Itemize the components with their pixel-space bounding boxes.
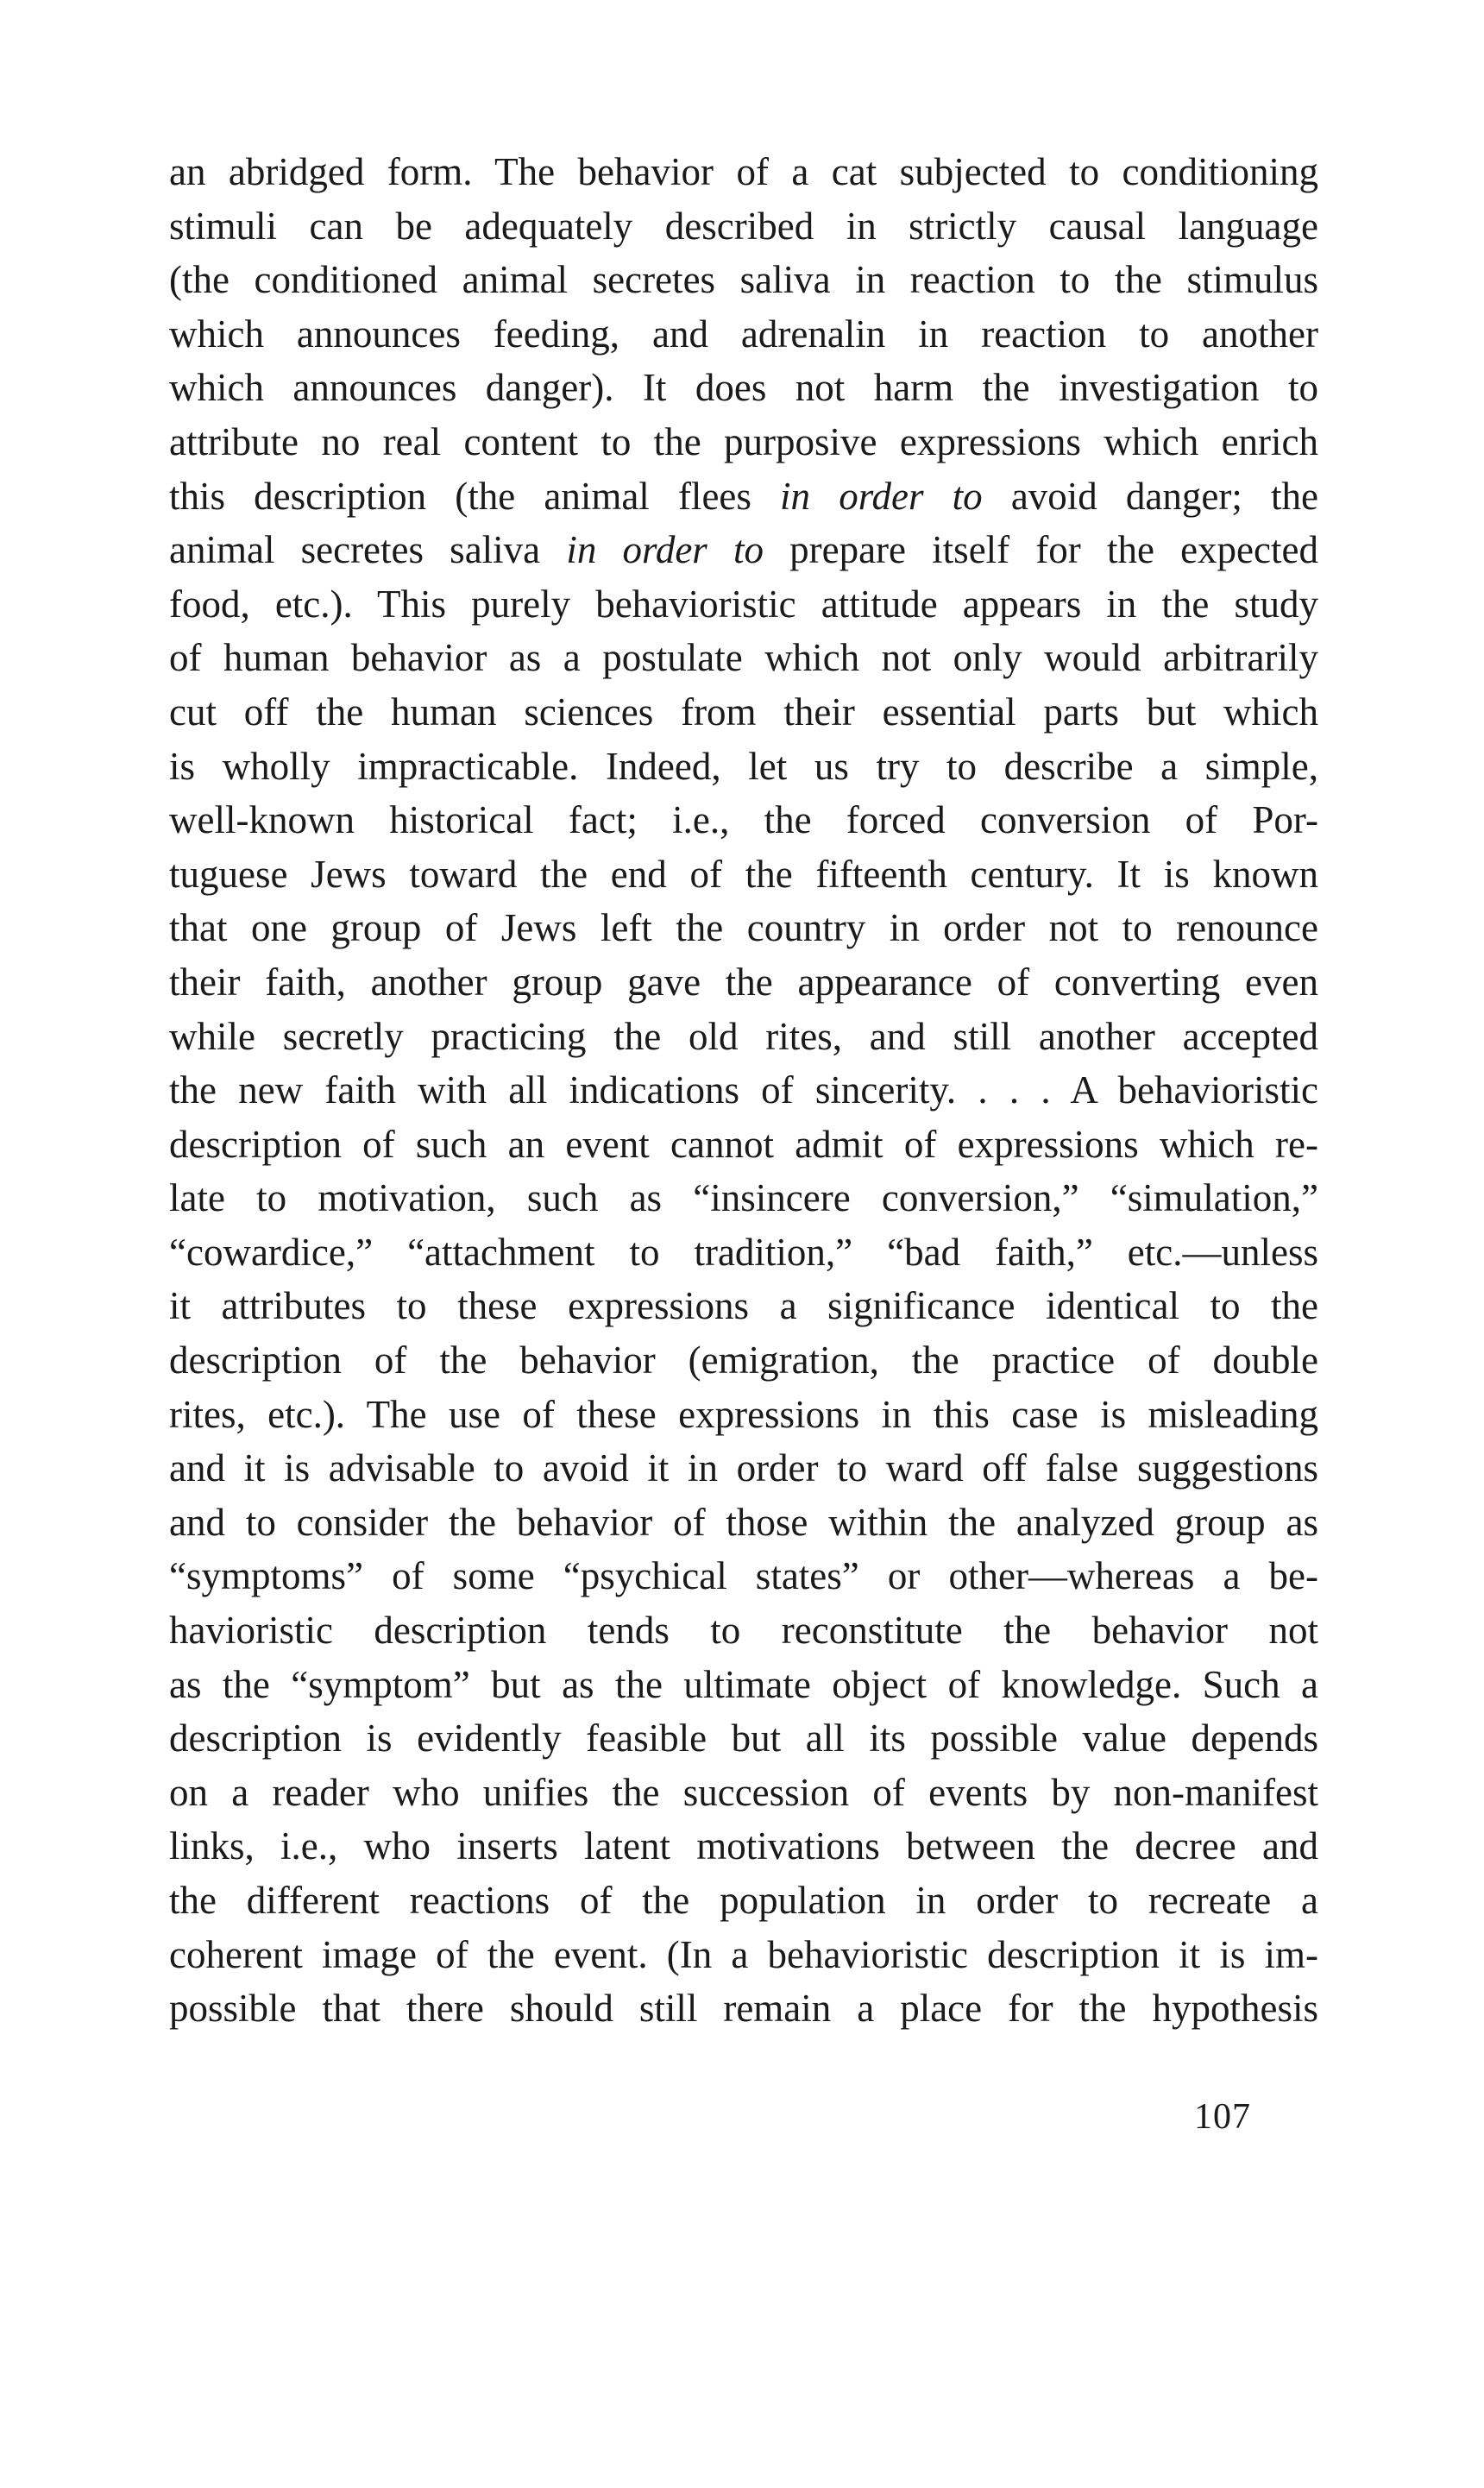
italic-text: in order to (566, 528, 764, 572)
text-line (169, 1928, 1318, 1982)
text-line (169, 1333, 1318, 1388)
text-run: (the conditioned animal secretes saliva in reaction to the stimulus (169, 258, 1318, 302)
text-run: “symptoms” of some “psychical states” or other—whereas a be- (169, 1554, 1318, 1598)
text-line (169, 307, 1318, 362)
text-run: description is evidently feasible but all its possible value depends (169, 1716, 1318, 1760)
text-line (169, 145, 1318, 199)
text-line (169, 1658, 1318, 1712)
text-line (169, 685, 1318, 740)
text-line (169, 1010, 1318, 1064)
text-run: which announces danger). It does not harm the investigation to (169, 366, 1318, 410)
text-run: tuguese Jews toward the end of the fifteenth century. It is known (169, 852, 1318, 896)
text-run: possible that there should still remain a place for the hypothesis (169, 1987, 1318, 2031)
text-run: rites, etc.). The use of these expressions in this case is misleading (169, 1392, 1318, 1436)
text-run: coherent image of the event. (In a behavioristic description it is im- (169, 1932, 1318, 1976)
text-line (169, 1171, 1318, 1225)
text-run: it attributes to these expressions a significance identical to the (169, 1284, 1318, 1328)
text-line (169, 1766, 1318, 1820)
body-paragraph (169, 145, 1318, 2036)
text-run: of human behavior as a postulate which not only would arbitrarily (169, 636, 1318, 680)
text-run: food, etc.). This purely behavioristic attitude appears in the study (169, 582, 1318, 626)
text-line (169, 1981, 1318, 2036)
text-line (169, 631, 1318, 685)
text-run: cut off the human sciences from their essential parts but which (169, 690, 1318, 734)
text-line (169, 199, 1318, 254)
text-run: description of the behavior (emigration, the practice of double (169, 1338, 1318, 1383)
text-line (169, 1711, 1318, 1766)
text-run: the new faith with all indications of sincerity. . . . A behavioristic (169, 1068, 1318, 1112)
text-run: animal secretes saliva (169, 528, 567, 572)
text-run: and it is advisable to avoid it in order to ward off false suggestions (169, 1446, 1318, 1490)
text-run: links, i.e., who inserts latent motivations between the decree and (169, 1824, 1318, 1868)
text-run: attribute no real content to the purposive expressions which enrich (169, 419, 1318, 463)
text-line (169, 1549, 1318, 1603)
page-number: 107 (1194, 2097, 1251, 2137)
text-line (169, 793, 1318, 847)
text-run: their faith, another group gave the appearance of converting even (169, 960, 1318, 1004)
text-line (169, 740, 1318, 794)
text-run: prepare itself for the expected (763, 528, 1318, 572)
text-line (169, 577, 1318, 632)
text-line (169, 1388, 1318, 1442)
text-line (169, 1603, 1318, 1658)
text-line (169, 361, 1318, 415)
text-run: an abridged form. The behavior of a cat subjected to conditioning (169, 150, 1318, 193)
text-line (169, 955, 1318, 1010)
text-line (169, 1441, 1318, 1496)
text-line (169, 415, 1318, 469)
text-run: the different reactions of the population in order to recreate a (169, 1879, 1318, 1922)
text-run: havioristic description tends to reconstitute the behavior not (169, 1609, 1318, 1653)
text-run: is wholly impracticable. Indeed, let us try to describe a simple, (169, 744, 1318, 788)
text-line (169, 847, 1318, 902)
italic-text: in order to (780, 474, 983, 518)
text-run: description of such an event cannot admit of expressions which re- (169, 1122, 1318, 1166)
text-run: and to consider the behavior of those within the analyzed group as (169, 1500, 1318, 1544)
text-run: while secretly practicing the old rites, and still another accepted (169, 1014, 1318, 1058)
text-run: which announces feeding, and adrenalin in reaction to another (169, 312, 1318, 356)
text-line (169, 1118, 1318, 1172)
text-line (169, 1279, 1318, 1333)
text-run: stimuli can be adequately described in strictly causal language (169, 204, 1318, 248)
text-run: this description (the animal flees (169, 474, 781, 518)
text-run: avoid danger; the (982, 474, 1318, 518)
text-line (169, 523, 1318, 577)
text-line (169, 469, 1318, 524)
text-run: “cowardice,” “attachment to tradition,” “bad faith,” etc.—unless (169, 1230, 1318, 1274)
text-line (169, 1874, 1318, 1928)
text-line (169, 1819, 1318, 1874)
text-run: on a reader who unifies the succession of events by non-manifest (169, 1770, 1318, 1814)
text-run: as the “symptom” but as the ultimate object of knowledge. Such a (169, 1662, 1318, 1706)
text-line (169, 1063, 1318, 1118)
text-run: that one group of Jews left the country in order not to renounce (169, 906, 1318, 950)
text-line (169, 1225, 1318, 1280)
text-line (169, 1496, 1318, 1550)
text-line (169, 253, 1318, 307)
text-run: well-known historical fact; i.e., the forced conversion of Por- (169, 798, 1318, 842)
text-run: late to motivation, such as “insincere conversion,” “simulation,” (169, 1176, 1318, 1220)
text-line (169, 901, 1318, 955)
